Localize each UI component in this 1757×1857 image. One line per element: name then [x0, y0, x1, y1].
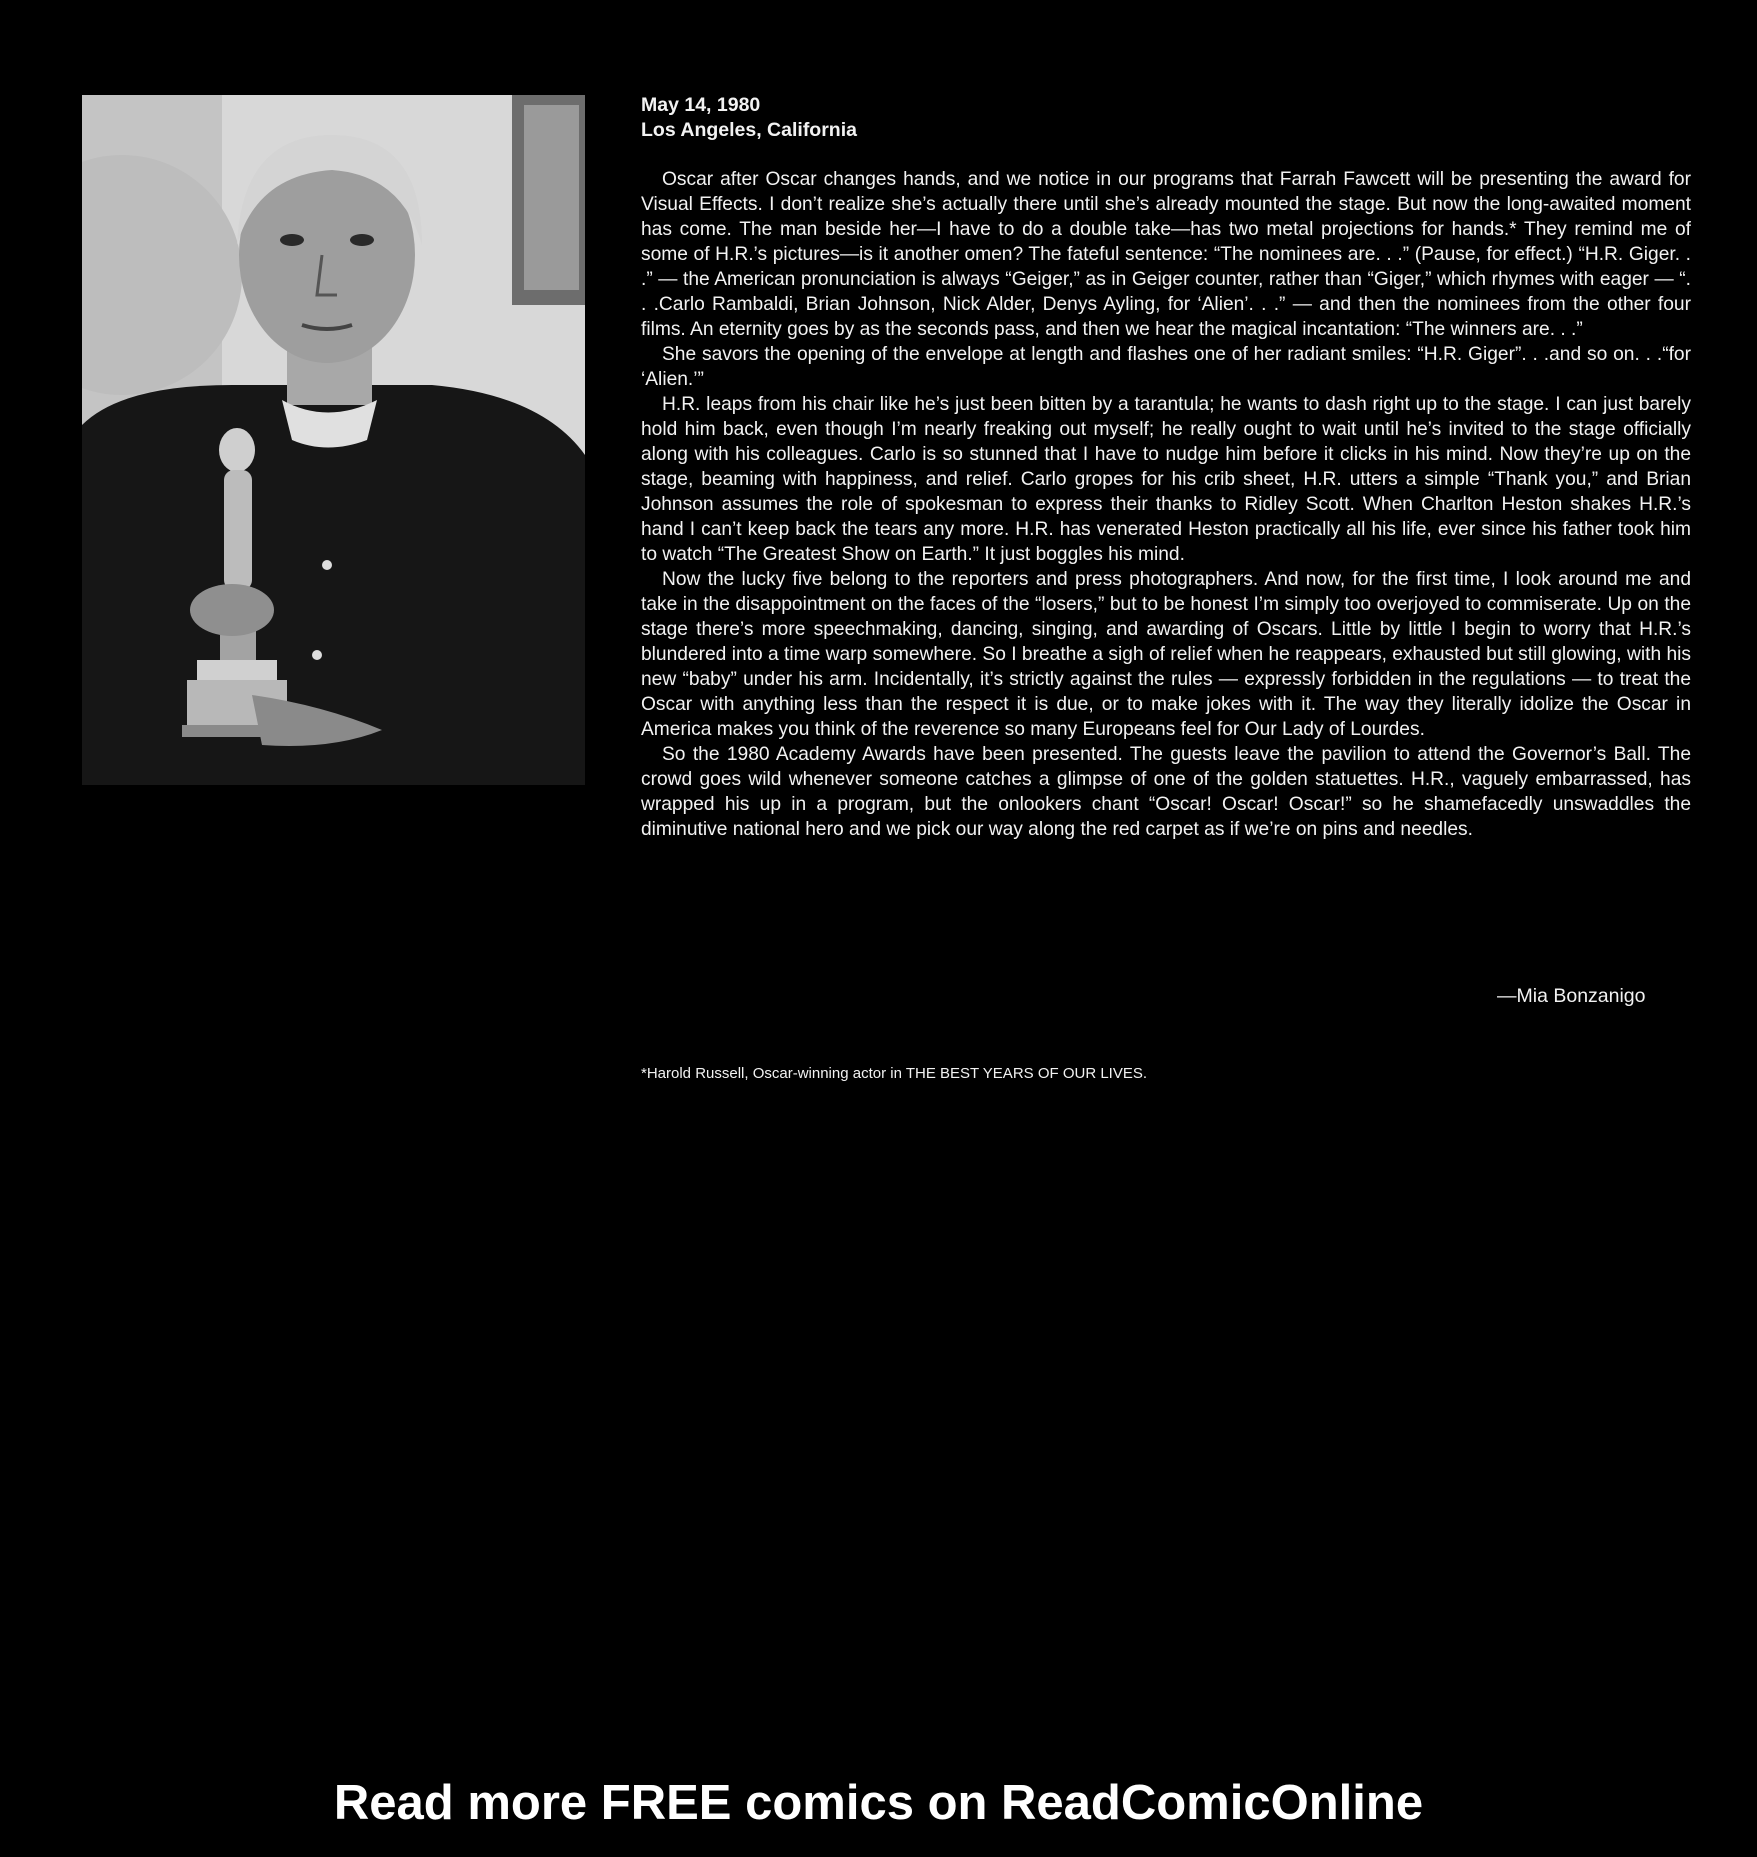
article-paragraph: Oscar after Oscar changes hands, and we notice in our programs that Farrah Fawcett will be presenting the award for Visual Effects. I don’t realize she’s actually there until she’s already mounted the stage. But now the long-awaited moment has come. The man beside her—I have to do a double take—has two metal projections for hands.* They remind me of some of H.R.’s pictures—is it another omen? The fateful sentence: “The nominees are. . .” (Pause, for effect.) “H.R. Giger. . .” — the American pronunciation is always “Geiger,” as in Geiger counter, rather than “Giger,” which rhymes with eager — “. . .Carlo Rambaldi, Brian Johnson, Nick Alder, Denys Ayling, for ‘Alien’. . .” — and then the nominees from the other four films. An eternity goes by as the seconds pass, and then we hear the magical incantation: “The winners are. . .” — [641, 169, 1691, 340]
article-paragraph: Now the lucky five belong to the reporters and press photographers. And now, for the first time, I look around me and take in the disappointment on the faces of the “losers,” but to be honest I’m simply too overjoyed to commiserate. Up on the stage there’s more speechmaking, dancing, singing, and awarding of Oscars. Little by little I begin to worry that H.R.’s blundered into a time warp somewhere. So I breathe a sigh of relief when he reappears, exhausted but still glowing, with his new “baby” under his arm. Incidentally, it’s strictly against the rules — expressly forbidden in the regulations — to treat the Oscar with anything less than the respect it is due, or to make jokes with it. The way they literally idolize the Oscar in America makes you think of the reverence so many Europeans feel for Our Lady of Lourdes. — [641, 569, 1691, 740]
article-body — [641, 167, 1691, 842]
article-column — [641, 93, 1691, 842]
article-paragraph: H.R. leaps from his chair like he’s just been bitten by a tarantula; he wants to dash right up to the stage. I can just barely hold him back, even though I’m nearly freaking out myself; he really ought to wait until he’s invited to the stage officially along with his colleagues. Carlo is so stunned that I have to nudge him before it clicks in his mind. Now they’re up on the stage, beaming with happiness, and relief. Carlo gropes for his crib sheet, H.R. utters a simple “Thank you,” and Brian Johnson assumes the role of spokesman to express their thanks to Ridley Scott. When Charlton Heston shakes H.R.’s hand I can’t keep back the tears any more. H.R. has venerated Heston practically all his life, ever since his father took him to watch “The Greatest Show on Earth.” It just boggles his mind. — [641, 394, 1691, 565]
article-date: May 14, 1980 — [641, 94, 761, 116]
dateline — [641, 93, 1691, 143]
article-paragraph: She savors the opening of the envelope at length and flashes one of her radiant smiles: “H.R. Giger”. . .and so on. . .“for ‘Alien.’” — [641, 344, 1691, 390]
portrait-photo — [82, 95, 585, 785]
promo-banner: Read more FREE comics on ReadComicOnline — [333, 1776, 1424, 1830]
article-location: Los Angeles, California — [641, 119, 857, 141]
article-paragraph: So the 1980 Academy Awards have been presented. The guests leave the pavilion to attend the Governor’s Ball. The crowd goes wild whenever someone catches a glimpse of one of the golden statuettes. H.R., vaguely embarrassed, has wrapped his up in a program, but the onlookers chant “Oscar! Oscar! Oscar!” so he shamefacedly unswaddles the diminutive national hero and we pick our way along the red carpet as if we’re on pins and needles. — [641, 744, 1691, 840]
footnote: *Harold Russell, Oscar-winning actor in THE BEST YEARS OF OUR LIVES. — [641, 1065, 1148, 1082]
author-signature: —Mia Bonzanigo — [1497, 985, 1646, 1007]
portrait-with-oscar-statuette-icon — [82, 95, 585, 785]
